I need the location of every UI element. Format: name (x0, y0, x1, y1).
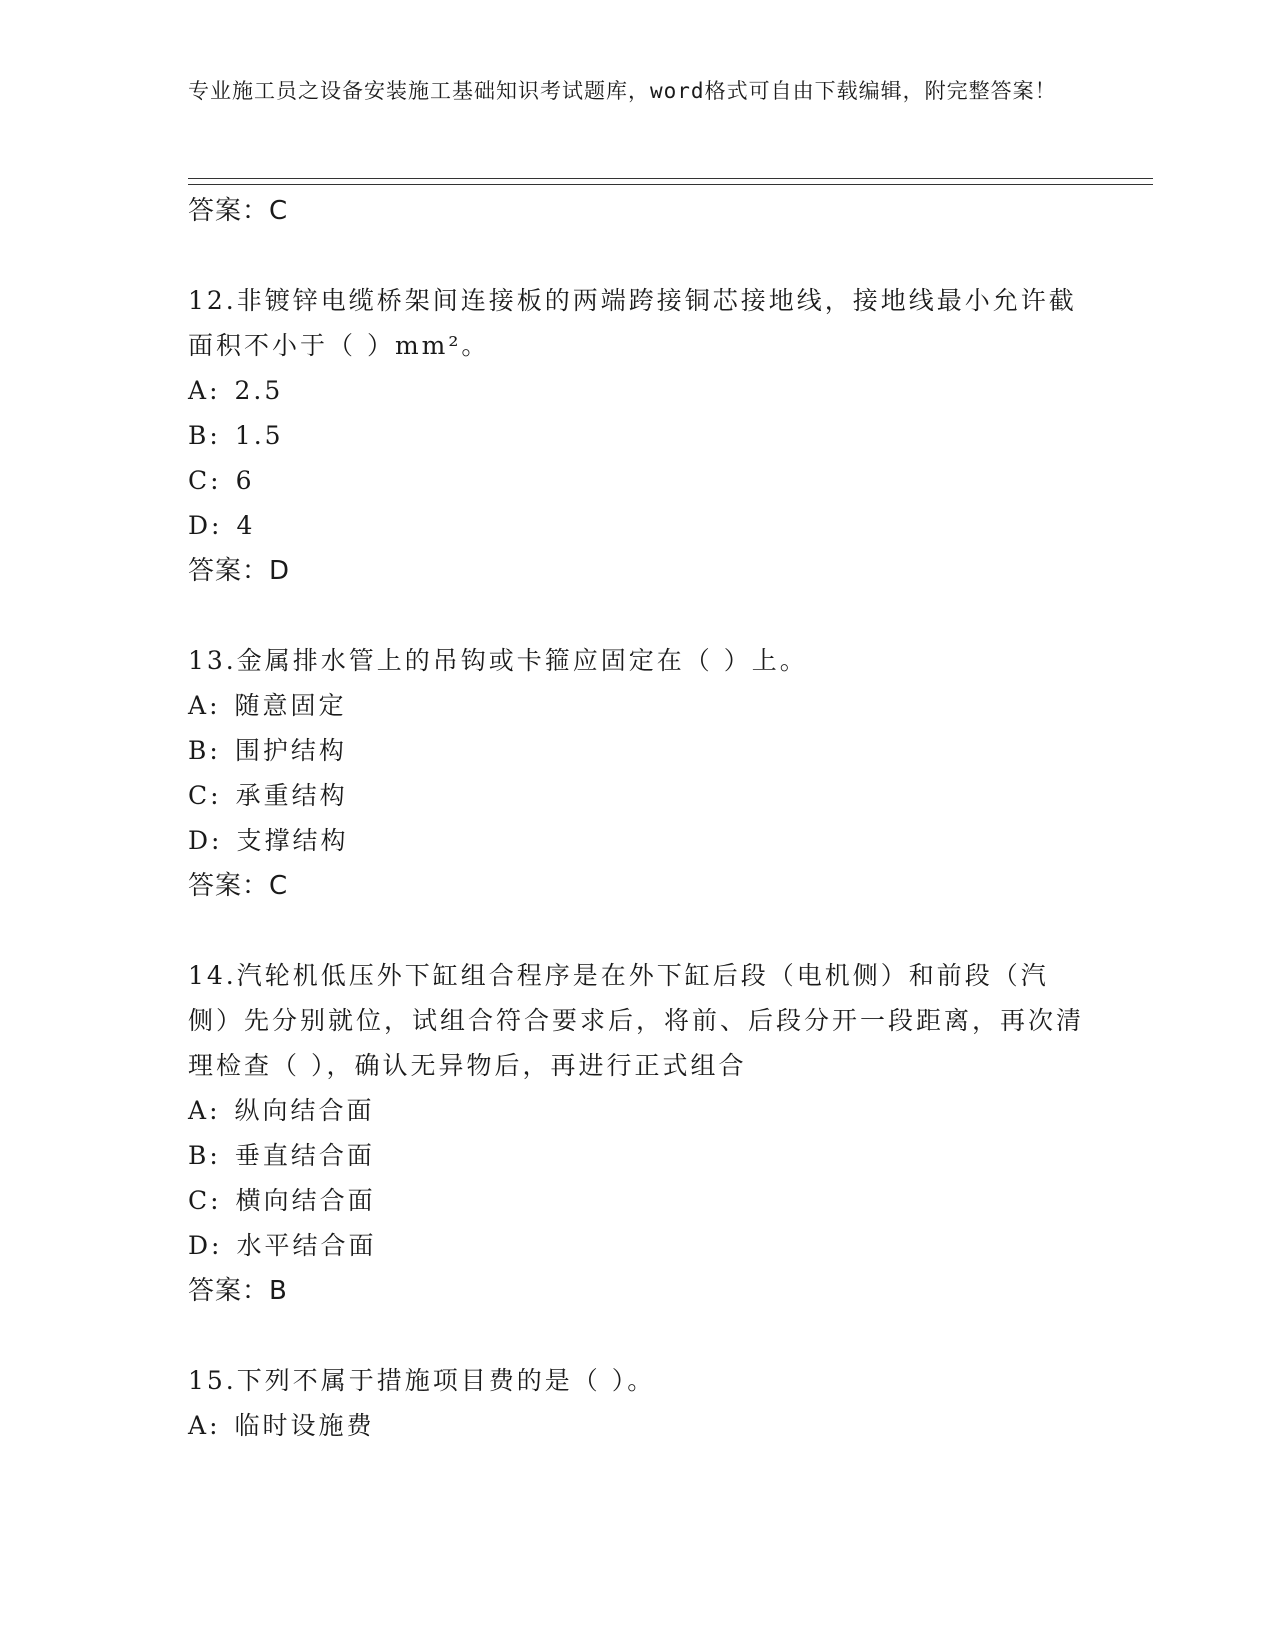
option-text: 支撑结构 (236, 826, 349, 855)
question-list (188, 188, 1088, 1448)
answer-label: 答案： (188, 196, 270, 226)
option-text: 4 (236, 511, 256, 540)
option-text: 纵向结合面 (234, 1096, 375, 1125)
option-a: A: 随意固定 (188, 683, 1088, 728)
option-letter: D (188, 511, 212, 540)
option-letter: A (188, 1411, 210, 1440)
option-text: 垂直结合面 (234, 1141, 375, 1170)
option-text: 2.5 (234, 376, 284, 405)
option-d: D: 水平结合面 (188, 1223, 1088, 1268)
option-letter: B (188, 736, 210, 765)
option-letter: C (188, 1186, 211, 1215)
option-text: 承重结构 (235, 781, 348, 810)
option-a: A: 临时设施费 (188, 1403, 1088, 1448)
answer-value: B (269, 1276, 288, 1306)
question-stem: 15.下列不属于措施项目费的是（ ）。 (188, 1366, 656, 1395)
option-a: A: 2.5 (188, 368, 1088, 413)
question-15 (188, 1358, 1088, 1448)
option-text: 横向结合面 (235, 1186, 376, 1215)
question-stem: 13.金属排水管上的吊钩或卡箍应固定在（ ）上。 (188, 646, 808, 675)
answer-label: 答案： (188, 1276, 270, 1306)
option-text: 1.5 (234, 421, 284, 450)
answer-value: C (269, 871, 289, 901)
answer-value: C (269, 196, 289, 226)
option-text: 随意固定 (234, 691, 347, 720)
answer-line (188, 1268, 1088, 1314)
option-b: B: 垂直结合面 (188, 1133, 1088, 1178)
option-text: 水平结合面 (236, 1231, 377, 1260)
option-b: B: 围护结构 (188, 728, 1088, 773)
option-letter: A (188, 1096, 210, 1125)
option-text: 临时设施费 (234, 1411, 375, 1440)
option-letter: B (188, 421, 210, 450)
question-14 (188, 953, 1088, 1314)
option-letter: D (188, 826, 212, 855)
option-b: B: 1.5 (188, 413, 1088, 458)
option-a: A: 纵向结合面 (188, 1088, 1088, 1133)
answer-line (188, 548, 1088, 594)
header-divider-bottom (188, 184, 1153, 185)
answer-label: 答案： (188, 556, 270, 586)
question-12 (188, 278, 1088, 594)
question-13 (188, 638, 1088, 909)
answer-line (188, 863, 1088, 909)
answer-value: D (269, 556, 291, 586)
option-c: C: 横向结合面 (188, 1178, 1088, 1223)
option-c: C: 承重结构 (188, 773, 1088, 818)
option-text: 6 (235, 466, 255, 495)
answer-line (188, 188, 1088, 234)
option-letter: D (188, 1231, 212, 1260)
header-divider-top (188, 178, 1153, 179)
option-d: D: 4 (188, 503, 1088, 548)
option-d: D: 支撑结构 (188, 818, 1088, 863)
option-letter: B (188, 1141, 210, 1170)
option-letter: C (188, 466, 211, 495)
question-stem: 12.非镀锌电缆桥架间连接板的两端跨接铜芯接地线，接地线最小允许截面积不小于（ ）mm²。 (188, 286, 1077, 360)
question-stem: 14.汽轮机低压外下缸组合程序是在外下缸后段（电机侧）和前段（汽侧）先分别就位，试组合符合要求后，将前、后段分开一段距离，再次清理检查（ ），确认无异物后，再进行正式组合 (188, 961, 1085, 1080)
option-letter: A (188, 691, 210, 720)
option-c: C: 6 (188, 458, 1088, 503)
option-letter: A (188, 376, 210, 405)
answer-label: 答案： (188, 871, 270, 901)
option-letter: C (188, 781, 211, 810)
option-text: 围护结构 (234, 736, 347, 765)
document-header: 专业施工员之设备安装施工基础知识考试题库，word格式可自由下载编辑，附完整答案！ (188, 79, 1057, 103)
